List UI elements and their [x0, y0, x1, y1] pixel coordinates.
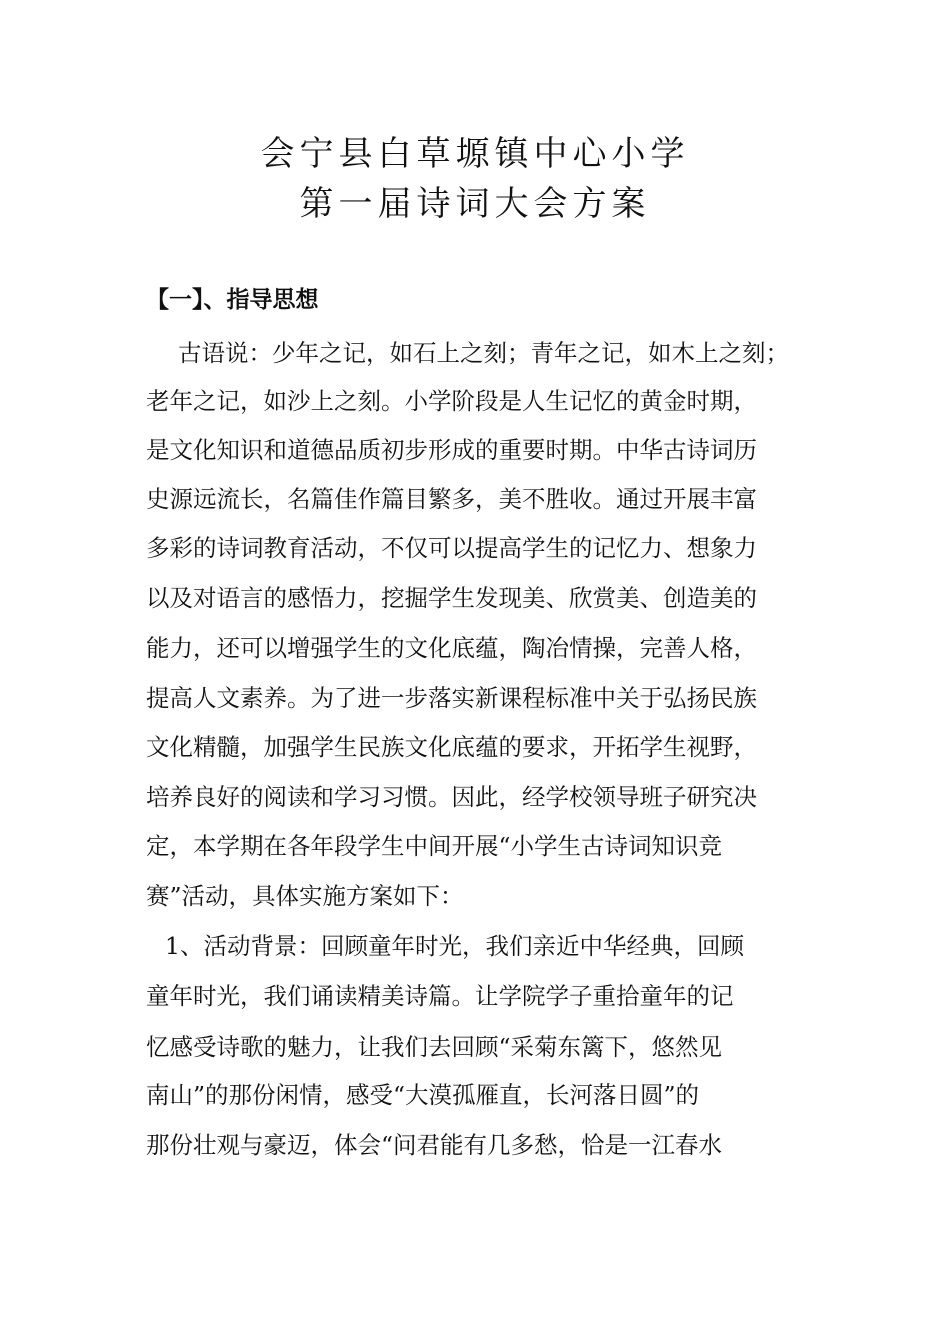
body-line-17: 那份壮观与豪迈，体会“问君能有几多愁，恰是一江春水 — [146, 1131, 723, 1159]
body-line-6: 以及对语言的感悟力，挖掘学生发现美、欣赏美、创造美的 — [146, 584, 757, 612]
document-title-line-2: 第一届诗词大会方案 — [299, 184, 651, 224]
body-line-8: 提高人文素养。为了进一步落实新课程标准中关于弘扬民族 — [146, 684, 757, 712]
body-line-11: 定，本学期在各年段学生中间开展“小学生古诗词知识竞 — [146, 832, 723, 860]
body-line-3: 是文化知识和道德品质初步形成的重要时期。中华古诗词历 — [146, 436, 757, 464]
body-line-5: 多彩的诗词教育活动，不仅可以提高学生的记忆力、想象力 — [146, 534, 757, 562]
body-line-16: 南山”的那份闲情，感受“大漠孤雁直，长河落日圆”的 — [146, 1081, 700, 1109]
body-line-7: 能力，还可以增强学生的文化底蕴，陶冶情操，完善人格， — [146, 634, 757, 662]
body-line-12: 赛”活动，具体实施方案如下： — [146, 882, 464, 910]
body-line-15: 忆感受诗歌的魅力，让我们去回顾“采菊东篱下，悠然见 — [146, 1033, 723, 1061]
section-heading: 【一】、指导思想 — [146, 287, 319, 313]
body-line-9: 文化精髓，加强学生民族文化底蕴的要求，开拓学生视野， — [146, 733, 757, 761]
document-title-line-1: 会宁县白草塬镇中心小学 — [260, 134, 690, 174]
body-line-2: 老年之记，如沙上之刻。小学阶段是人生记忆的黄金时期， — [146, 387, 757, 415]
body-line-4: 史源远流长，名篇佳作篇目繁多，美不胜收。通过开展丰富 — [146, 485, 757, 513]
body-line-14: 童年时光，我们诵读精美诗篇。让学院学子重拾童年的记 — [146, 982, 734, 1010]
body-line-1: 古语说：少年之记，如石上之刻；青年之记，如木上之刻； — [178, 339, 789, 367]
body-line-13: 1、活动背景：回顾童年时光，我们亲近中华经典，回顾 — [165, 932, 744, 960]
body-line-10: 培养良好的阅读和学习习惯。因此，经学校领导班子研究决 — [146, 783, 757, 811]
